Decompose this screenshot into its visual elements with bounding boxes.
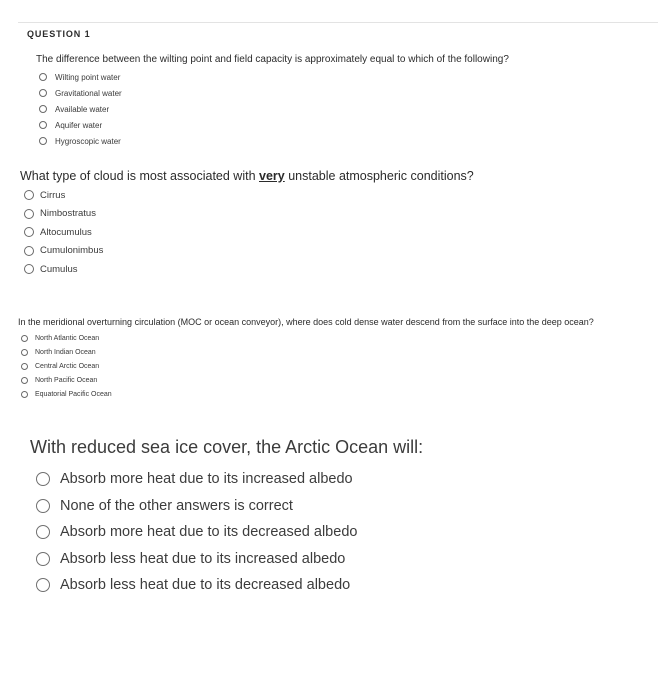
q1-option-label: Aquifer water bbox=[55, 120, 103, 130]
q3-option[interactable] bbox=[21, 387, 628, 401]
q3-option-label: North Pacific Ocean bbox=[35, 376, 98, 384]
radio-button-icon[interactable] bbox=[21, 363, 28, 370]
radio-button-icon[interactable] bbox=[36, 525, 50, 539]
q4-option[interactable] bbox=[36, 546, 423, 573]
question-1-text: The difference between the wilting point and field capacity is approximately equal to which of the following? bbox=[36, 54, 509, 65]
q4-option-label: Absorb less heat due to its decreased albedo bbox=[60, 577, 351, 594]
q1-option[interactable] bbox=[39, 85, 509, 101]
q2-option-label: Cumulonimbus bbox=[40, 245, 104, 257]
q1-option[interactable] bbox=[39, 117, 509, 133]
top-divider bbox=[18, 22, 658, 23]
question-2 bbox=[20, 169, 474, 279]
question-4 bbox=[30, 437, 423, 599]
q2-option-label: Altocumulus bbox=[40, 226, 92, 238]
question-1 bbox=[36, 54, 509, 149]
q1-option-label: Hygroscopic water bbox=[55, 136, 121, 146]
q4-option[interactable] bbox=[36, 493, 423, 520]
radio-button-icon[interactable] bbox=[39, 105, 47, 113]
q4-option-label: Absorb more heat due to its increased albedo bbox=[60, 471, 353, 488]
radio-button-icon[interactable] bbox=[36, 552, 50, 566]
q2-option[interactable] bbox=[24, 186, 474, 205]
q4-option[interactable] bbox=[36, 466, 423, 493]
q3-option[interactable] bbox=[21, 345, 628, 359]
question-3 bbox=[18, 317, 628, 401]
q1-option-label: Available water bbox=[55, 104, 110, 114]
radio-button-icon[interactable] bbox=[24, 246, 34, 256]
q4-option[interactable] bbox=[36, 519, 423, 546]
q1-option-label: Wilting point water bbox=[55, 72, 121, 82]
question-2-text bbox=[20, 169, 474, 183]
q2-option-label: Cumulus bbox=[40, 263, 78, 275]
q2-option-label: Nimbostratus bbox=[40, 208, 96, 220]
radio-button-icon[interactable] bbox=[36, 578, 50, 592]
radio-button-icon[interactable] bbox=[21, 349, 28, 356]
q2-option[interactable] bbox=[24, 260, 474, 279]
q1-option[interactable] bbox=[39, 133, 509, 149]
question-3-text: In the meridional overturning circulation (MOC or ocean conveyor), where does cold dense water descend from the surface into the deep ocean? bbox=[18, 317, 594, 327]
q1-option-label: Gravitational water bbox=[55, 88, 122, 98]
q4-option-label: Absorb less heat due to its increased albedo bbox=[60, 550, 346, 567]
q1-option[interactable] bbox=[39, 101, 509, 117]
q2-option[interactable] bbox=[24, 242, 474, 261]
radio-button-icon[interactable] bbox=[24, 264, 34, 274]
q2-option[interactable] bbox=[24, 205, 474, 224]
radio-button-icon[interactable] bbox=[39, 73, 47, 81]
q4-option-label: None of the other answers is correct bbox=[60, 497, 293, 514]
q2-option-label: Cirrus bbox=[40, 189, 66, 201]
radio-button-icon[interactable] bbox=[24, 190, 34, 200]
question-2-emphasis: very bbox=[259, 169, 285, 183]
q3-option-label: North Atlantic Ocean bbox=[35, 334, 100, 342]
q2-option[interactable] bbox=[24, 223, 474, 242]
q3-option-label: North Indian Ocean bbox=[35, 348, 96, 356]
radio-button-icon[interactable] bbox=[39, 89, 47, 97]
q1-option[interactable] bbox=[39, 69, 509, 85]
q3-option[interactable] bbox=[21, 373, 628, 387]
radio-button-icon[interactable] bbox=[21, 391, 28, 398]
q3-option-label: Equatorial Pacific Ocean bbox=[35, 390, 112, 398]
question-4-text: With reduced sea ice cover, the Arctic Ocean will: bbox=[30, 437, 424, 457]
question-number-label: QUESTION 1 bbox=[27, 29, 91, 39]
radio-button-icon[interactable] bbox=[39, 137, 47, 145]
q3-option-label: Central Arctic Ocean bbox=[35, 362, 100, 370]
q4-option[interactable] bbox=[36, 572, 423, 599]
radio-button-icon[interactable] bbox=[21, 335, 28, 342]
radio-button-icon[interactable] bbox=[24, 227, 34, 237]
radio-button-icon[interactable] bbox=[24, 209, 34, 219]
radio-button-icon[interactable] bbox=[36, 472, 50, 486]
question-2-text-start: What type of cloud is most associated with bbox=[20, 169, 259, 183]
q4-option-label: Absorb more heat due to its decreased albedo bbox=[60, 524, 358, 541]
q3-option[interactable] bbox=[21, 359, 628, 373]
radio-button-icon[interactable] bbox=[21, 377, 28, 384]
q3-option[interactable] bbox=[21, 331, 628, 345]
question-2-text-end: unstable atmospheric conditions? bbox=[284, 169, 474, 183]
radio-button-icon[interactable] bbox=[39, 121, 47, 129]
radio-button-icon[interactable] bbox=[36, 499, 50, 513]
